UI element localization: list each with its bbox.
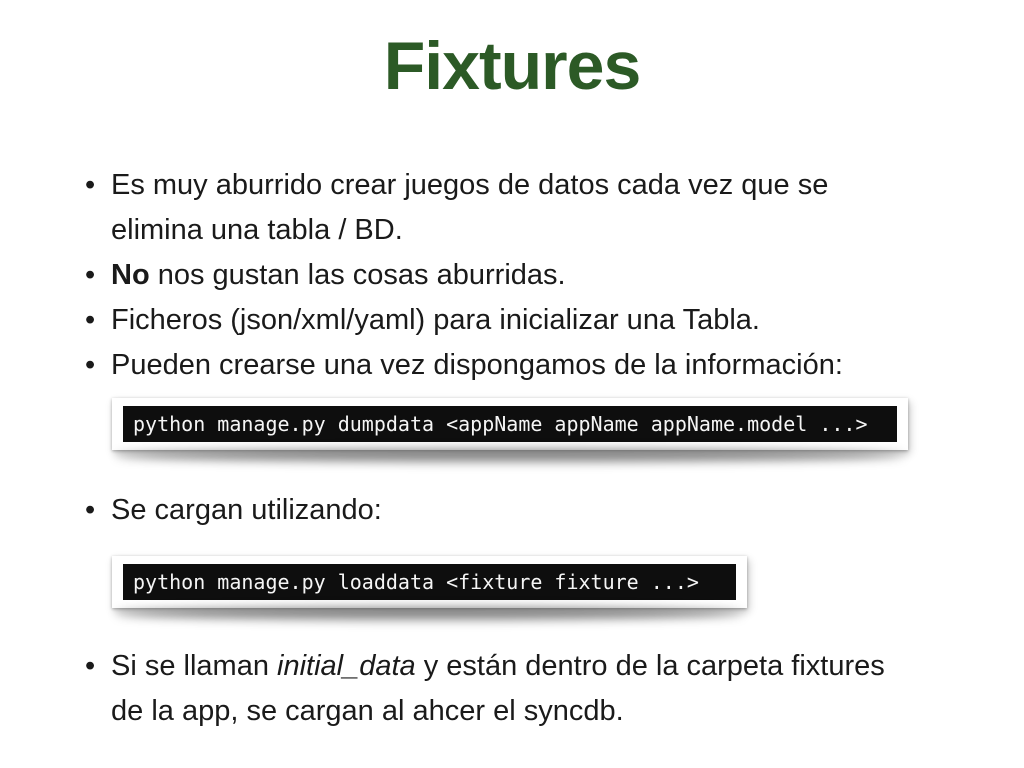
page-title: Fixtures — [383, 28, 641, 104]
text-line: de la app, se cargan al ahcer el syncdb. — [111, 695, 624, 727]
text-line: Es muy aburrido crear juegos de datos cada vez que se — [111, 169, 829, 201]
bullet-text — [111, 644, 996, 734]
list-item — [85, 253, 996, 298]
bullet-text — [111, 488, 996, 533]
text-line: Se cargan utilizando: — [111, 494, 382, 526]
bullet-text — [111, 163, 996, 253]
text-line: elimina una tabla / BD. — [111, 214, 403, 246]
bullet-icon: • — [85, 259, 96, 291]
card-shadow — [116, 449, 904, 462]
code-snippet-dumpdata — [123, 406, 897, 442]
bullet-text — [111, 253, 996, 298]
text-span: nos gustan las cosas aburridas. — [149, 259, 566, 291]
text-span: Si se llaman — [111, 650, 278, 682]
text-line: Pueden crearse una vez dispongamos de la información: — [111, 349, 843, 381]
text-span: y están dentro de la carpeta fixtures — [415, 650, 885, 682]
list-item — [85, 163, 996, 253]
italic-text: initial_data — [277, 650, 416, 682]
bullet-list — [85, 644, 996, 734]
bullet-icon: • — [85, 304, 96, 336]
list-item — [85, 298, 996, 343]
bullet-icon: • — [85, 650, 96, 682]
list-item — [85, 644, 996, 734]
bullet-icon: • — [85, 349, 96, 381]
bullet-text — [111, 298, 996, 343]
code-card-loaddata — [112, 556, 747, 608]
card-shadow — [116, 607, 743, 620]
bullet-icon: • — [85, 169, 96, 201]
bullet-icon: • — [85, 494, 96, 526]
code-card-dumpdata — [112, 398, 908, 450]
text-line — [111, 253, 996, 298]
list-item — [85, 343, 996, 388]
code-text: python manage.py loaddata <fixture fixture ...> — [133, 570, 699, 594]
code-snippet-loaddata — [123, 564, 736, 600]
bullet-list — [85, 488, 996, 533]
list-item — [85, 488, 996, 533]
text-line: Ficheros (json/xml/yaml) para inicializar una Tabla. — [111, 304, 760, 336]
bullet-list — [85, 163, 996, 388]
code-text: python manage.py dumpdata <appName appName appName.model ...> — [133, 412, 868, 436]
bold-text: No — [111, 259, 150, 291]
text-line — [111, 644, 996, 689]
bullet-text — [111, 343, 996, 388]
